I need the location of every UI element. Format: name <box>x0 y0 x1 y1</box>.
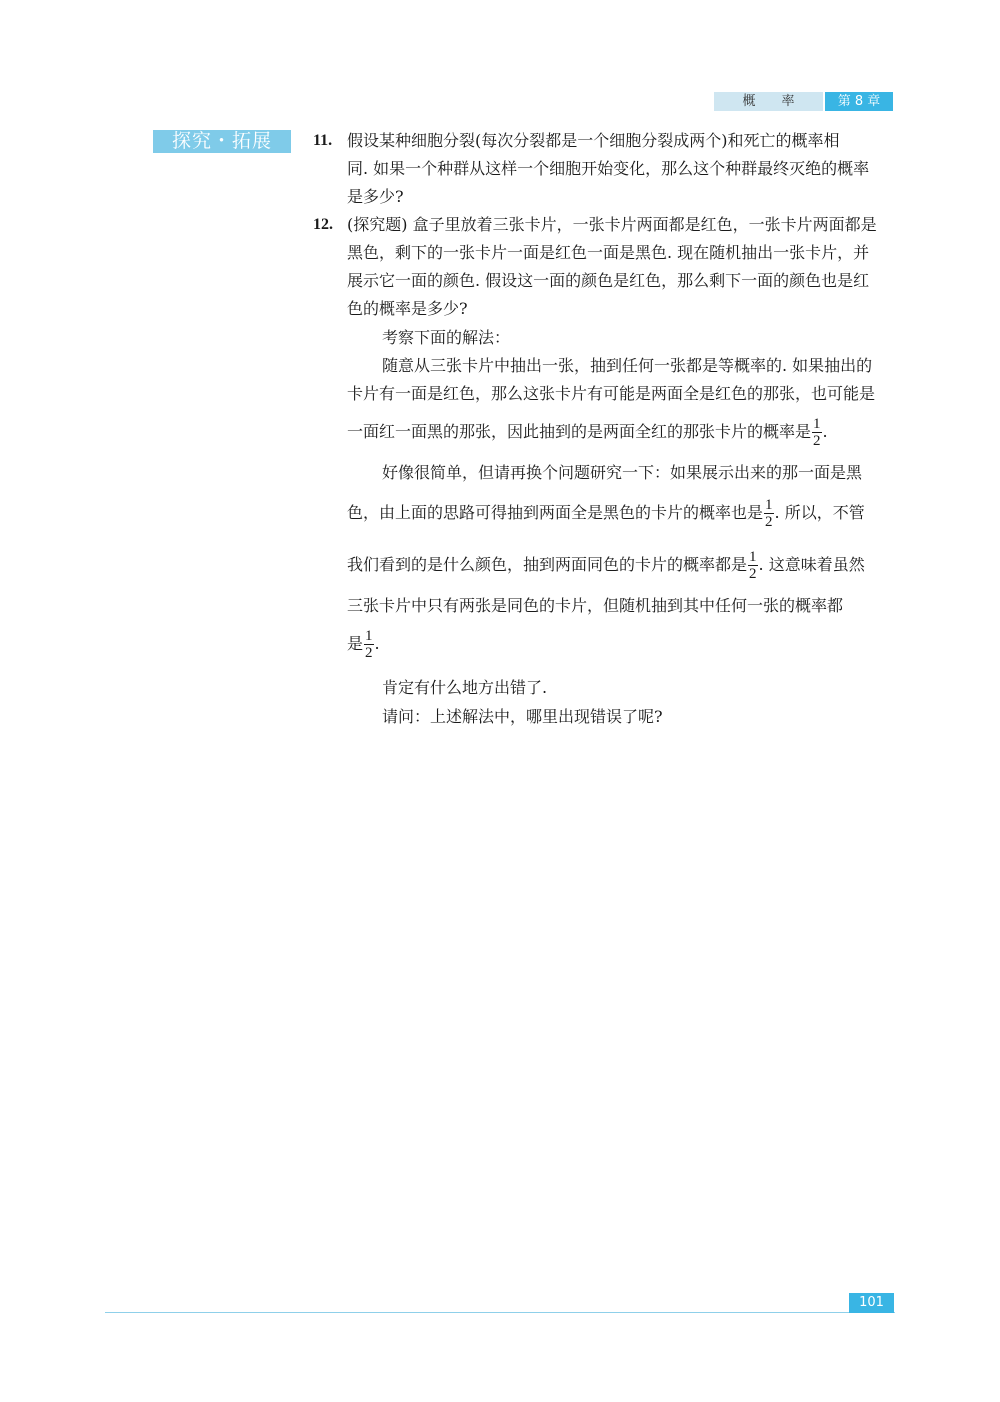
q11-line-1: 假设某种细胞分裂(每次分裂都是一个细胞分裂成两个)和死亡的概率相 <box>347 131 840 150</box>
fraction-denominator: 2 <box>813 433 821 449</box>
solution-p2-line-2 <box>347 497 865 530</box>
q11-line-2: 同. 如果一个种群从这样一个细胞开始变化，那么这个种群最终灭绝的概率 <box>347 159 870 178</box>
final-question-text: 请问：上述解法中，哪里出现错误了呢? <box>382 707 663 726</box>
solution-p2-line-1: 好像很简单，但请再换个问题研究一下：如果展示出来的那一面是黑 <box>382 463 863 482</box>
solution-p1-line-3-text: 一面红一面黑的那张，因此抽到的是两面全红的那张卡片的概率是 <box>347 422 812 441</box>
solution-p1-line-3 <box>347 416 828 449</box>
solution-p2-line-2-text-a: 色，由上面的思路可得抽到两面全是黑色的卡片的概率也是 <box>347 503 764 522</box>
fraction-numerator: 1 <box>765 497 773 513</box>
fraction-denominator: 2 <box>365 645 373 661</box>
period: . <box>374 634 380 653</box>
period: . <box>822 422 828 441</box>
solution-p1-line-1: 随意从三张卡片中抽出一张，抽到任何一张都是等概率的. 如果抽出的 <box>382 356 873 375</box>
consider-label: 考察下面的解法： <box>382 328 511 347</box>
fraction-one-half <box>812 416 822 449</box>
footer-rule <box>105 1312 895 1313</box>
question-12-number: 12. <box>313 216 333 233</box>
fraction-one-half <box>364 628 374 661</box>
chapter-name-tab: 概 率 <box>714 92 823 111</box>
q11-line-3: 是多少? <box>347 187 404 206</box>
fraction-numerator: 1 <box>749 549 757 565</box>
question-11-number: 11. <box>313 132 333 149</box>
fraction-one-half <box>748 549 758 582</box>
solution-p2-line-5-text: 是 <box>347 634 364 653</box>
fraction-numerator: 1 <box>365 628 373 644</box>
fraction-one-half <box>764 497 774 530</box>
chapter-number-tab: 第 8 章 <box>825 92 893 111</box>
conclusion-text: 肯定有什么地方出错了. <box>382 678 548 697</box>
solution-p1-line-2: 卡片有一面是红色，那么这张卡片有可能是两面全是红色的那张，也可能是 <box>347 384 876 403</box>
solution-p2-line-3 <box>347 549 865 582</box>
page-number: 101 <box>849 1293 894 1313</box>
fraction-numerator: 1 <box>813 416 821 432</box>
section-tag: 探究・拓展 <box>153 130 291 153</box>
solution-p2-line-3-text-b: . 这意味着虽然 <box>758 555 865 574</box>
solution-p2-line-4: 三张卡片中只有两张是同色的卡片，但随机抽到其中任何一张的概率都 <box>347 596 844 615</box>
q12-line-3: 展示它一面的颜色. 假设这一面的颜色是红色，那么剩下一面的颜色也是红 <box>347 271 870 290</box>
solution-p2-line-3-text-a: 我们看到的是什么颜色，抽到两面同色的卡片的概率都是 <box>347 555 748 574</box>
q12-line-2: 黑色，剩下的一张卡片一面是红色一面是黑色. 现在随机抽出一张卡片，并 <box>347 243 870 262</box>
fraction-denominator: 2 <box>749 566 757 582</box>
q12-line-1: (探究题) 盒子里放着三张卡片，一张卡片两面都是红色，一张卡片两面都是 <box>347 215 877 234</box>
solution-p2-line-2-text-b: . 所以，不管 <box>774 503 865 522</box>
q12-line-4: 色的概率是多少? <box>347 299 468 318</box>
solution-p2-line-5 <box>347 628 380 661</box>
fraction-denominator: 2 <box>765 514 773 530</box>
